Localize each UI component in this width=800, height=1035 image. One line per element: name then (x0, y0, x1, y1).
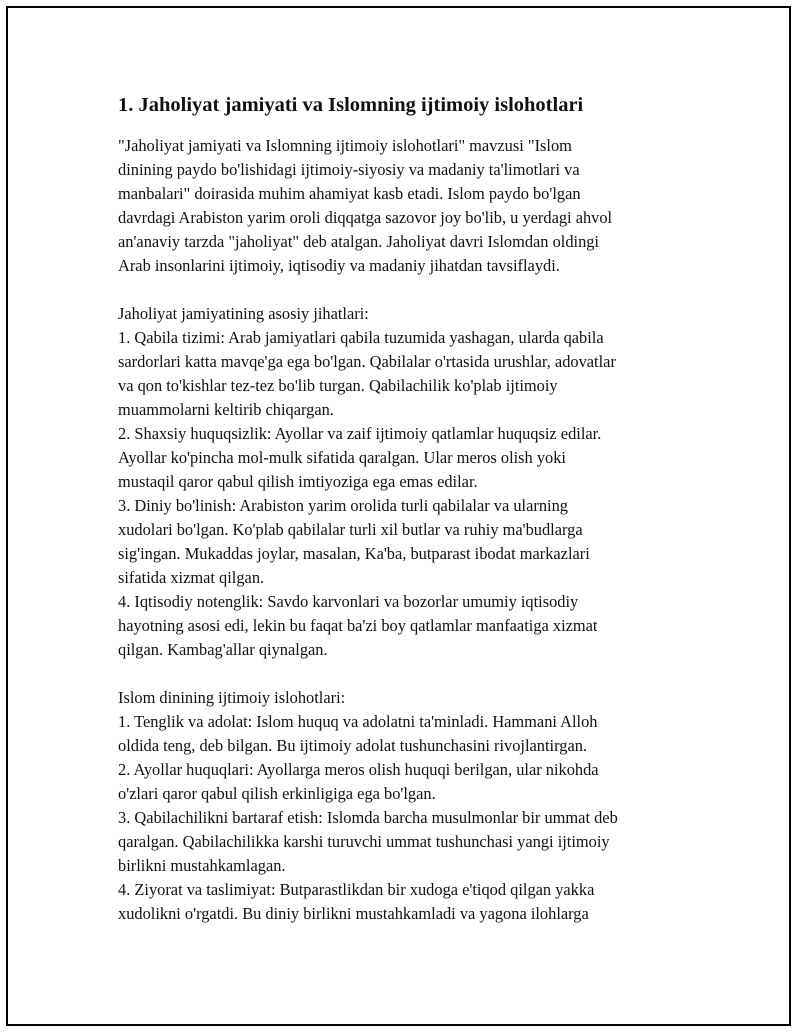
text-line: 1. Tenglik va adolat: Islom huquq va adolatni ta'minladi. Hammani Alloh (118, 712, 598, 731)
text-line: sardorlari katta mavqe'ga ega bo'lgan. Qabilalar o'rtasida urushlar, adovatlar (118, 352, 616, 371)
text-line: 4. Ziyorat va taslimiyat: Butparastlikdan bir xudoga e'tiqod qilgan yakka (118, 880, 595, 899)
text-line: "Jaholiyat jamiyati va Islomning ijtimoiy islohotlari" mavzusi "Islom (118, 136, 572, 155)
text-line: 3. Diniy bo'linish: Arabiston yarim orolida turli qabilalar va ularning (118, 496, 568, 515)
jaholiyat-aspects-section (118, 302, 698, 662)
text-line: muammolarni keltirib chiqargan. (118, 400, 334, 419)
text-line: davrdagi Arabiston yarim oroli diqqatga sazovor joy bo'lib, u yerdagi ahvol (118, 208, 613, 227)
paragraph-gap (118, 278, 698, 302)
text-line: Ayollar ko'pincha mol-mulk sifatida qaralgan. Ular meros olish yoki (118, 448, 566, 467)
text-line: mustaqil qaror qabul qilish imtiyoziga ega emas edilar. (118, 472, 478, 491)
text-line: va qon to'kishlar tez-tez bo'lib turgan. Qabilachilik ko'plab ijtimoiy (118, 376, 558, 395)
text-line: qilgan. Kambag'allar qiynalgan. (118, 640, 328, 659)
document-title: 1. Jaholiyat jamiyati va Islomning ijtimoiy islohotlari (118, 94, 584, 116)
text-line: Arab insonlarini ijtimoiy, iqtisodiy va madaniy jihatdan tavsiflaydi. (118, 256, 560, 275)
text-line: o'zlari qaror qabul qilish erkinligiga ega bo'lgan. (118, 784, 436, 803)
text-line: dinining paydo bo'lishidagi ijtimoiy-siyosiy va madaniy ta'limotlari va (118, 160, 580, 179)
text-line: birlikni mustahkamlagan. (118, 856, 286, 875)
text-line: xudolikni o'rgatdi. Bu diniy birlikni mustahkamladi va yagona ilohlarga (118, 904, 589, 923)
section-heading: Islom dinining ijtimoiy islohotlari: (118, 688, 346, 707)
intro-paragraph (118, 134, 698, 278)
text-line: qaralgan. Qabilachilikka karshi turuvchi ummat tushunchasi yangi ijtimoiy (118, 832, 610, 851)
text-line: manbalari" doirasida muhim ahamiyat kasb etadi. Islom paydo bo'lgan (118, 184, 581, 203)
text-line: 2. Shaxsiy huquqsizlik: Ayollar va zaif ijtimoiy qatlamlar huquqsiz edilar. (118, 424, 602, 443)
paragraph-gap (118, 662, 698, 686)
text-line: xudolari bo'lgan. Ko'plab qabilalar turli xil butlar va ruhiy ma'budlarga (118, 520, 583, 539)
text-line: sifatida xizmat qilgan. (118, 568, 265, 587)
text-line: hayotning asosi edi, lekin bu faqat ba'zi boy qatlamlar manfaatiga xizmat (118, 616, 598, 635)
document-body (118, 90, 698, 926)
text-line: 2. Ayollar huquqlari: Ayollarga meros olish huquqi berilgan, ular nikohda (118, 760, 599, 779)
text-line: 4. Iqtisodiy notenglik: Savdo karvonlari va bozorlar umumiy iqtisodiy (118, 592, 579, 611)
text-line: an'anaviy tarzda "jaholiyat" deb atalgan. Jaholiyat davri Islomdan oldingi (118, 232, 600, 251)
section-heading: Jaholiyat jamiyatining asosiy jihatlari: (118, 304, 369, 323)
text-line: 3. Qabilachilikni bartaraf etish: Islomda barcha musulmonlar bir ummat deb (118, 808, 618, 827)
text-line: sig'ingan. Mukaddas joylar, masalan, Ka'ba, butparast ibodat markazlari (118, 544, 590, 563)
islom-reforms-section (118, 686, 698, 926)
text-line: oldida teng, deb bilgan. Bu ijtimoiy adolat tushunchasini rivojlantirgan. (118, 736, 588, 755)
text-line: 1. Qabila tizimi: Arab jamiyatlari qabila tuzumida yashagan, ularda qabila (118, 328, 604, 347)
